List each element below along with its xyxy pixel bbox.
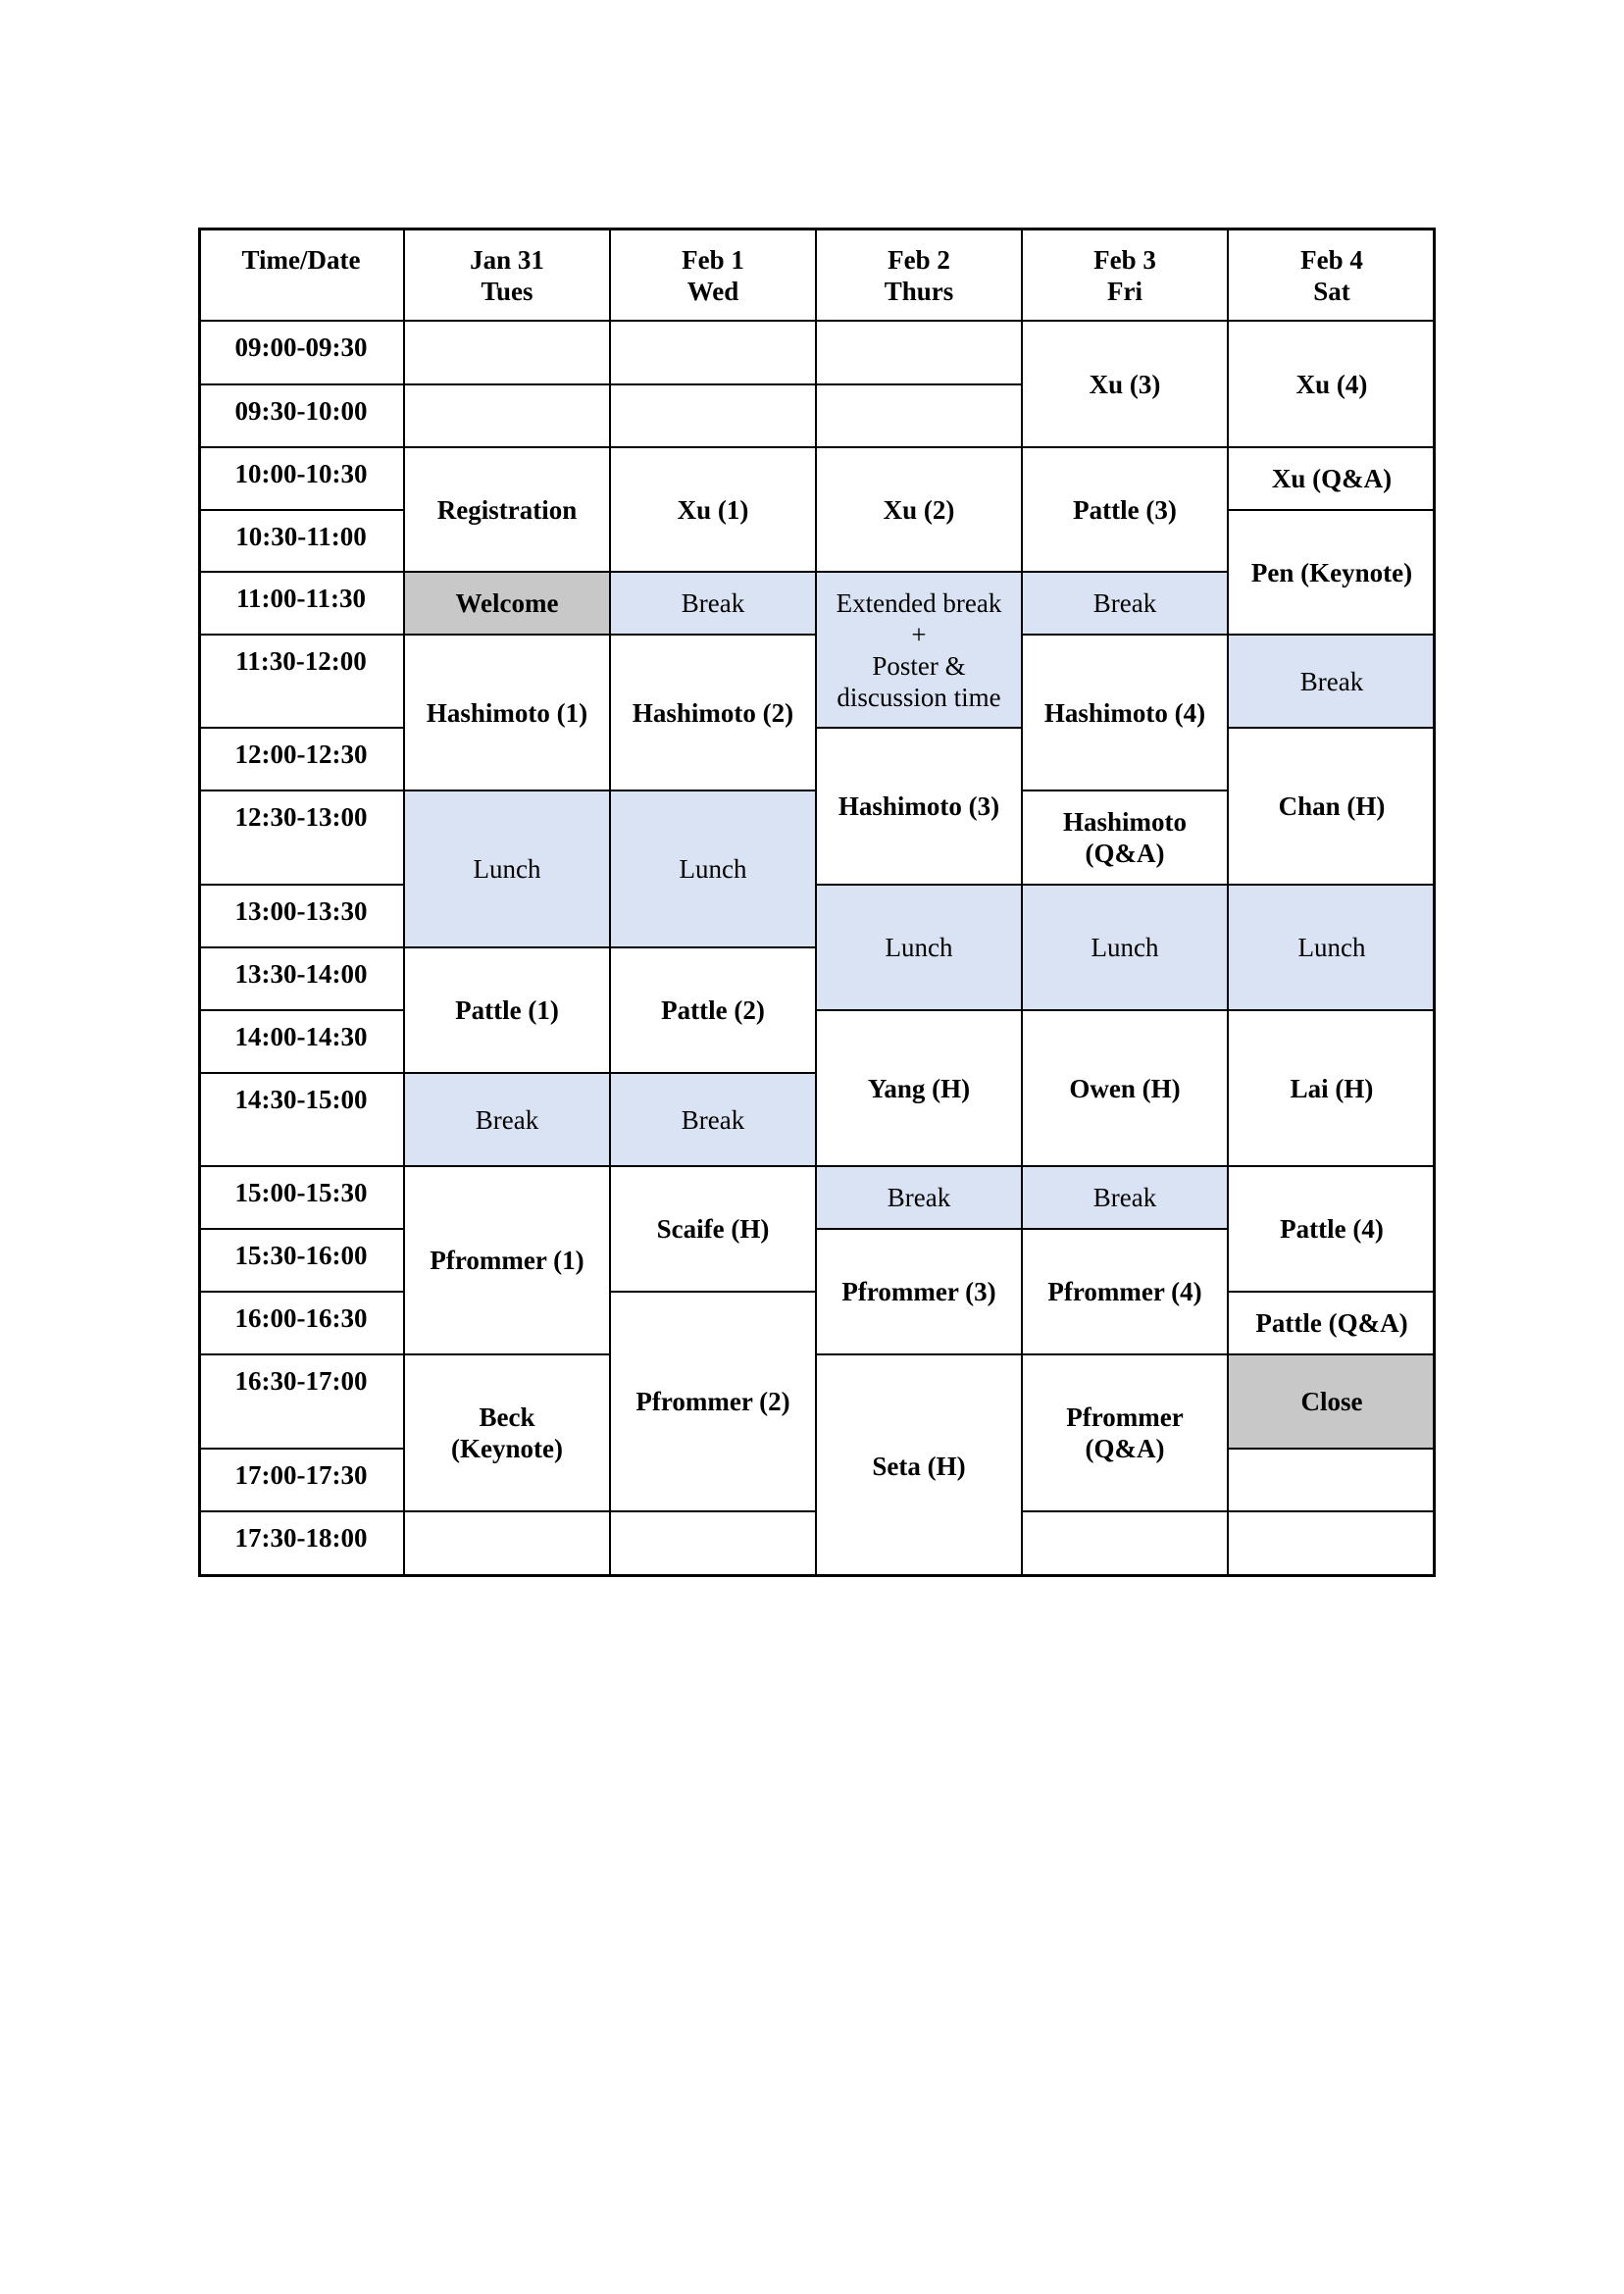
- time-slot: [198, 635, 404, 728]
- session-cell: [1228, 1354, 1436, 1449]
- session-cell-text: Xu (Q&A): [1271, 464, 1393, 493]
- time-slot: [198, 728, 404, 790]
- break-cell: [1228, 635, 1436, 728]
- session-cell: [816, 1354, 1022, 1577]
- header-day-date: Feb 1: [682, 245, 744, 275]
- session-cell-text: Chan (H): [1278, 791, 1386, 821]
- time-slot: [198, 1229, 404, 1292]
- session-cell: [816, 1229, 1022, 1354]
- empty-cell: [1228, 1511, 1436, 1577]
- session-cell: [1228, 728, 1436, 885]
- break-cell-text: Lunch: [679, 854, 747, 884]
- header-day-label: [470, 244, 544, 307]
- time-slot: [198, 1354, 404, 1449]
- session-cell: [404, 947, 610, 1073]
- session-cell-text: Pfrommer (3): [841, 1277, 996, 1306]
- header-day-label: [885, 244, 954, 307]
- session-cell-text: Pattle (Q&A): [1255, 1308, 1408, 1338]
- session-cell: [404, 447, 610, 572]
- break-cell-text: Break: [1299, 666, 1364, 696]
- session-cell-text: Pattle (3): [1073, 494, 1177, 525]
- break-cell: [404, 1073, 610, 1166]
- time-slot-text: 12:30-13:00: [234, 802, 368, 832]
- break-cell: [816, 572, 1022, 728]
- time-slot-text: 16:30-17:00: [234, 1366, 368, 1396]
- session-cell: [610, 1166, 816, 1292]
- session-cell-text: Pattle (4): [1280, 1214, 1384, 1244]
- break-cell: [610, 790, 816, 947]
- schedule-table: [198, 228, 1436, 1577]
- session-cell-text: Hashimoto (3): [837, 791, 1000, 821]
- session-cell-text: Lai (H): [1290, 1073, 1374, 1103]
- session-cell-text: Xu (3): [1089, 369, 1161, 399]
- session-cell: [1022, 1229, 1228, 1354]
- session-cell: [1228, 1166, 1436, 1292]
- session-cell: [1022, 790, 1228, 885]
- session-cell-text: Pfrommer (Q&A): [1066, 1402, 1184, 1463]
- break-cell-text: Lunch: [1091, 933, 1159, 962]
- break-cell: [1228, 885, 1436, 1010]
- time-slot-text: 17:30-18:00: [234, 1523, 368, 1553]
- session-cell-text: Registration: [436, 494, 578, 525]
- time-slot-text: 15:30-16:00: [234, 1241, 368, 1270]
- session-cell: [610, 1292, 816, 1511]
- break-cell: [1022, 1166, 1228, 1229]
- header-day-date: Jan 31: [470, 245, 544, 275]
- header-day-weekday: Thurs: [884, 277, 954, 306]
- break-cell-text: Break: [475, 1104, 539, 1135]
- session-cell: [1022, 635, 1228, 790]
- break-cell: [816, 885, 1022, 1010]
- empty-cell: [610, 321, 816, 384]
- session-cell-text: Hashimoto (2): [632, 697, 794, 728]
- session-cell-text: Yang (H): [867, 1073, 971, 1103]
- session-cell: [610, 635, 816, 790]
- time-slot: [198, 1292, 404, 1354]
- time-slot: [198, 1166, 404, 1229]
- session-cell-text: Pfrommer (2): [635, 1387, 790, 1416]
- break-cell-text: Lunch: [473, 854, 541, 884]
- session-cell-text: Hashimoto (Q&A): [1062, 807, 1187, 868]
- break-cell: [610, 1073, 816, 1166]
- break-cell: [1022, 885, 1228, 1010]
- session-cell: [816, 728, 1022, 885]
- session-cell: [610, 447, 816, 572]
- session-cell-text: Xu (1): [677, 494, 749, 525]
- empty-cell: [610, 1511, 816, 1577]
- session-cell: [1022, 321, 1228, 447]
- session-cell-text: Xu (4): [1295, 369, 1368, 399]
- header-day-weekday: Wed: [686, 277, 739, 306]
- session-cell: [1228, 510, 1436, 635]
- time-slot: [198, 1010, 404, 1073]
- session-cell-text: Pfrommer (1): [430, 1246, 584, 1275]
- header-day-weekday: Sat: [1313, 277, 1350, 306]
- time-slot-text: 15:00-15:30: [234, 1178, 368, 1207]
- time-slot: [198, 885, 404, 947]
- session-cell: [1022, 1010, 1228, 1166]
- session-cell: [816, 447, 1022, 572]
- empty-cell: [816, 384, 1022, 447]
- break-cell-text: Break: [1092, 588, 1157, 618]
- session-cell-text: Owen (H): [1069, 1073, 1181, 1103]
- header-day-weekday: Tues: [481, 277, 533, 306]
- session-cell: [610, 947, 816, 1073]
- time-slot-text: 09:30-10:00: [234, 396, 368, 426]
- session-cell: [404, 572, 610, 635]
- break-cell-text: Lunch: [1297, 933, 1366, 962]
- time-slot: [198, 572, 404, 635]
- session-cell-text: Pattle (2): [661, 995, 765, 1025]
- session-cell: [404, 635, 610, 790]
- session-cell-text: Scaife (H): [656, 1214, 770, 1244]
- session-cell: [1228, 1292, 1436, 1354]
- break-cell: [404, 790, 610, 947]
- time-slot-text: 14:30-15:00: [234, 1085, 368, 1114]
- empty-cell: [404, 384, 610, 447]
- break-cell-text: Break: [681, 1104, 745, 1135]
- break-cell-text: Break: [681, 588, 745, 618]
- empty-cell: [1022, 1511, 1228, 1577]
- session-cell-text: Hashimoto (4): [1043, 697, 1206, 728]
- session-cell-text: Beck (Keynote): [451, 1402, 563, 1463]
- break-cell: [1022, 572, 1228, 635]
- session-cell: [404, 1166, 610, 1354]
- header-day-date: Feb 4: [1300, 245, 1363, 275]
- session-cell-text: Pattle (1): [455, 995, 559, 1025]
- empty-cell: [404, 1511, 610, 1577]
- time-slot-text: 11:30-12:00: [235, 646, 367, 676]
- break-cell-text: Break: [1092, 1183, 1157, 1212]
- time-slot-text: 16:00-16:30: [234, 1303, 368, 1333]
- time-slot: [198, 947, 404, 1010]
- session-cell-text: Close: [1300, 1387, 1363, 1416]
- session-cell-text: Seta (H): [872, 1451, 966, 1481]
- time-slot-text: 11:00-11:30: [236, 584, 366, 613]
- time-slot-text: 09:00-09:30: [234, 332, 368, 362]
- header-day-date: Feb 2: [888, 245, 950, 275]
- break-cell: [816, 1166, 1022, 1229]
- session-cell: [1228, 447, 1436, 510]
- time-slot-text: 10:00-10:30: [234, 459, 368, 488]
- empty-cell: [816, 321, 1022, 384]
- header-time-date: [198, 228, 404, 321]
- header-day-weekday: Fri: [1107, 277, 1142, 306]
- session-cell-text: Hashimoto (1): [426, 697, 588, 728]
- time-slot: [198, 1449, 404, 1511]
- session-cell: [1228, 321, 1436, 447]
- time-slot: [198, 447, 404, 510]
- time-slot-text: 13:00-13:30: [234, 896, 368, 926]
- header-time-date-text: Time/Date: [241, 245, 361, 275]
- time-slot: [198, 790, 404, 885]
- time-slot: [198, 510, 404, 572]
- header-day-1: [404, 228, 610, 321]
- time-slot-text: 17:00-17:30: [234, 1460, 368, 1490]
- session-cell-text: Xu (2): [883, 494, 955, 525]
- time-slot-text: 12:00-12:30: [234, 739, 368, 769]
- header-day-label: [1300, 244, 1363, 307]
- time-slot-text: 13:30-14:00: [234, 959, 368, 989]
- header-day-2: [610, 228, 816, 321]
- header-day-label: [1093, 244, 1156, 307]
- empty-cell: [610, 384, 816, 447]
- time-slot-text: 14:00-14:30: [234, 1022, 368, 1051]
- session-cell-text: Welcome: [455, 588, 559, 618]
- session-cell: [404, 1354, 610, 1511]
- header-day-date: Feb 3: [1093, 245, 1156, 275]
- session-cell: [1022, 1354, 1228, 1511]
- time-slot: [198, 321, 404, 384]
- break-cell-text: Lunch: [885, 933, 953, 962]
- session-cell-text: Pen (Keynote): [1250, 557, 1413, 587]
- break-cell-text: Extended break + Poster & discussion time: [836, 587, 1002, 712]
- header-day-3: [816, 228, 1022, 321]
- break-cell: [610, 572, 816, 635]
- header-day-4: [1022, 228, 1228, 321]
- session-cell: [816, 1010, 1022, 1166]
- header-day-5: [1228, 228, 1436, 321]
- empty-cell: [1228, 1449, 1436, 1511]
- time-slot: [198, 384, 404, 447]
- empty-cell: [404, 321, 610, 384]
- session-cell: [1022, 447, 1228, 572]
- time-slot: [198, 1511, 404, 1577]
- break-cell-text: Break: [887, 1183, 951, 1212]
- session-cell: [1228, 1010, 1436, 1166]
- time-slot-text: 10:30-11:00: [235, 522, 367, 551]
- session-cell-text: Pfrommer (4): [1047, 1277, 1202, 1306]
- time-slot: [198, 1073, 404, 1166]
- header-day-label: [682, 244, 744, 307]
